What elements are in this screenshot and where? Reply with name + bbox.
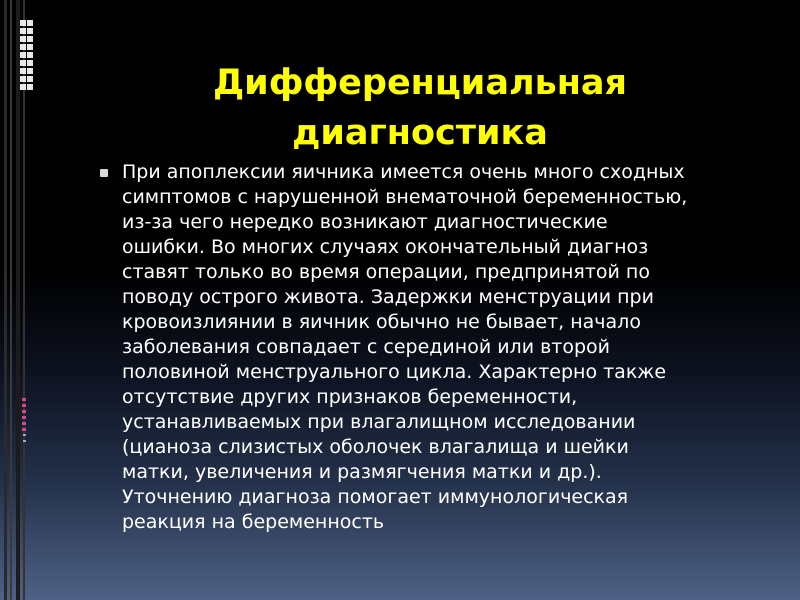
bullet-text [122,160,687,535]
text-line: ставят только во время операции, предпринятой по [122,261,650,283]
text-line: Уточнению диагноза помогает иммунологическая [122,486,629,508]
text-line: заболевания совпадает с серединой или второй [122,336,611,358]
text-line: отсутствие других признаков беременности, [122,386,578,408]
accent-mark [22,398,26,432]
text-line: реакция на беременность [122,511,385,533]
text-line: симптомов с нарушенной внематочной беременностью, [122,186,688,208]
slide-title [120,58,720,158]
text-line: При апоплексии яичника имеется очень много сходных [122,161,685,183]
text-line: устанавливаемых при влагалищном исследовании [122,411,636,433]
text-line: матки, увеличения и размягчения матки и др.). [122,461,602,483]
slide-body [100,160,760,535]
bullet-item [100,160,760,535]
accent-dot [23,440,26,442]
text-line: половиной менструального цикла. Характерно также [122,361,667,383]
grid-squares-icon [20,20,33,100]
title-line: Дифференциальная [213,63,627,103]
decor-stripe [10,0,12,600]
square-bullet-icon [100,169,108,177]
text-line: ошибки. Во многих случаях окончательный диагноз [122,236,649,258]
text-line: поводу острого живота. Задержки менструации при [122,286,654,308]
title-line: диагностика [292,113,548,153]
text-line: кровоизлиянии в яичник обычно не бывает, начало [122,311,641,333]
accent-dot [23,434,26,436]
text-line: из-за чего нередко возникают диагностические [122,211,608,233]
text-line: (цианоза слизистых оболочек влагалища и шейки [122,436,629,458]
decor-stripe [4,0,7,600]
